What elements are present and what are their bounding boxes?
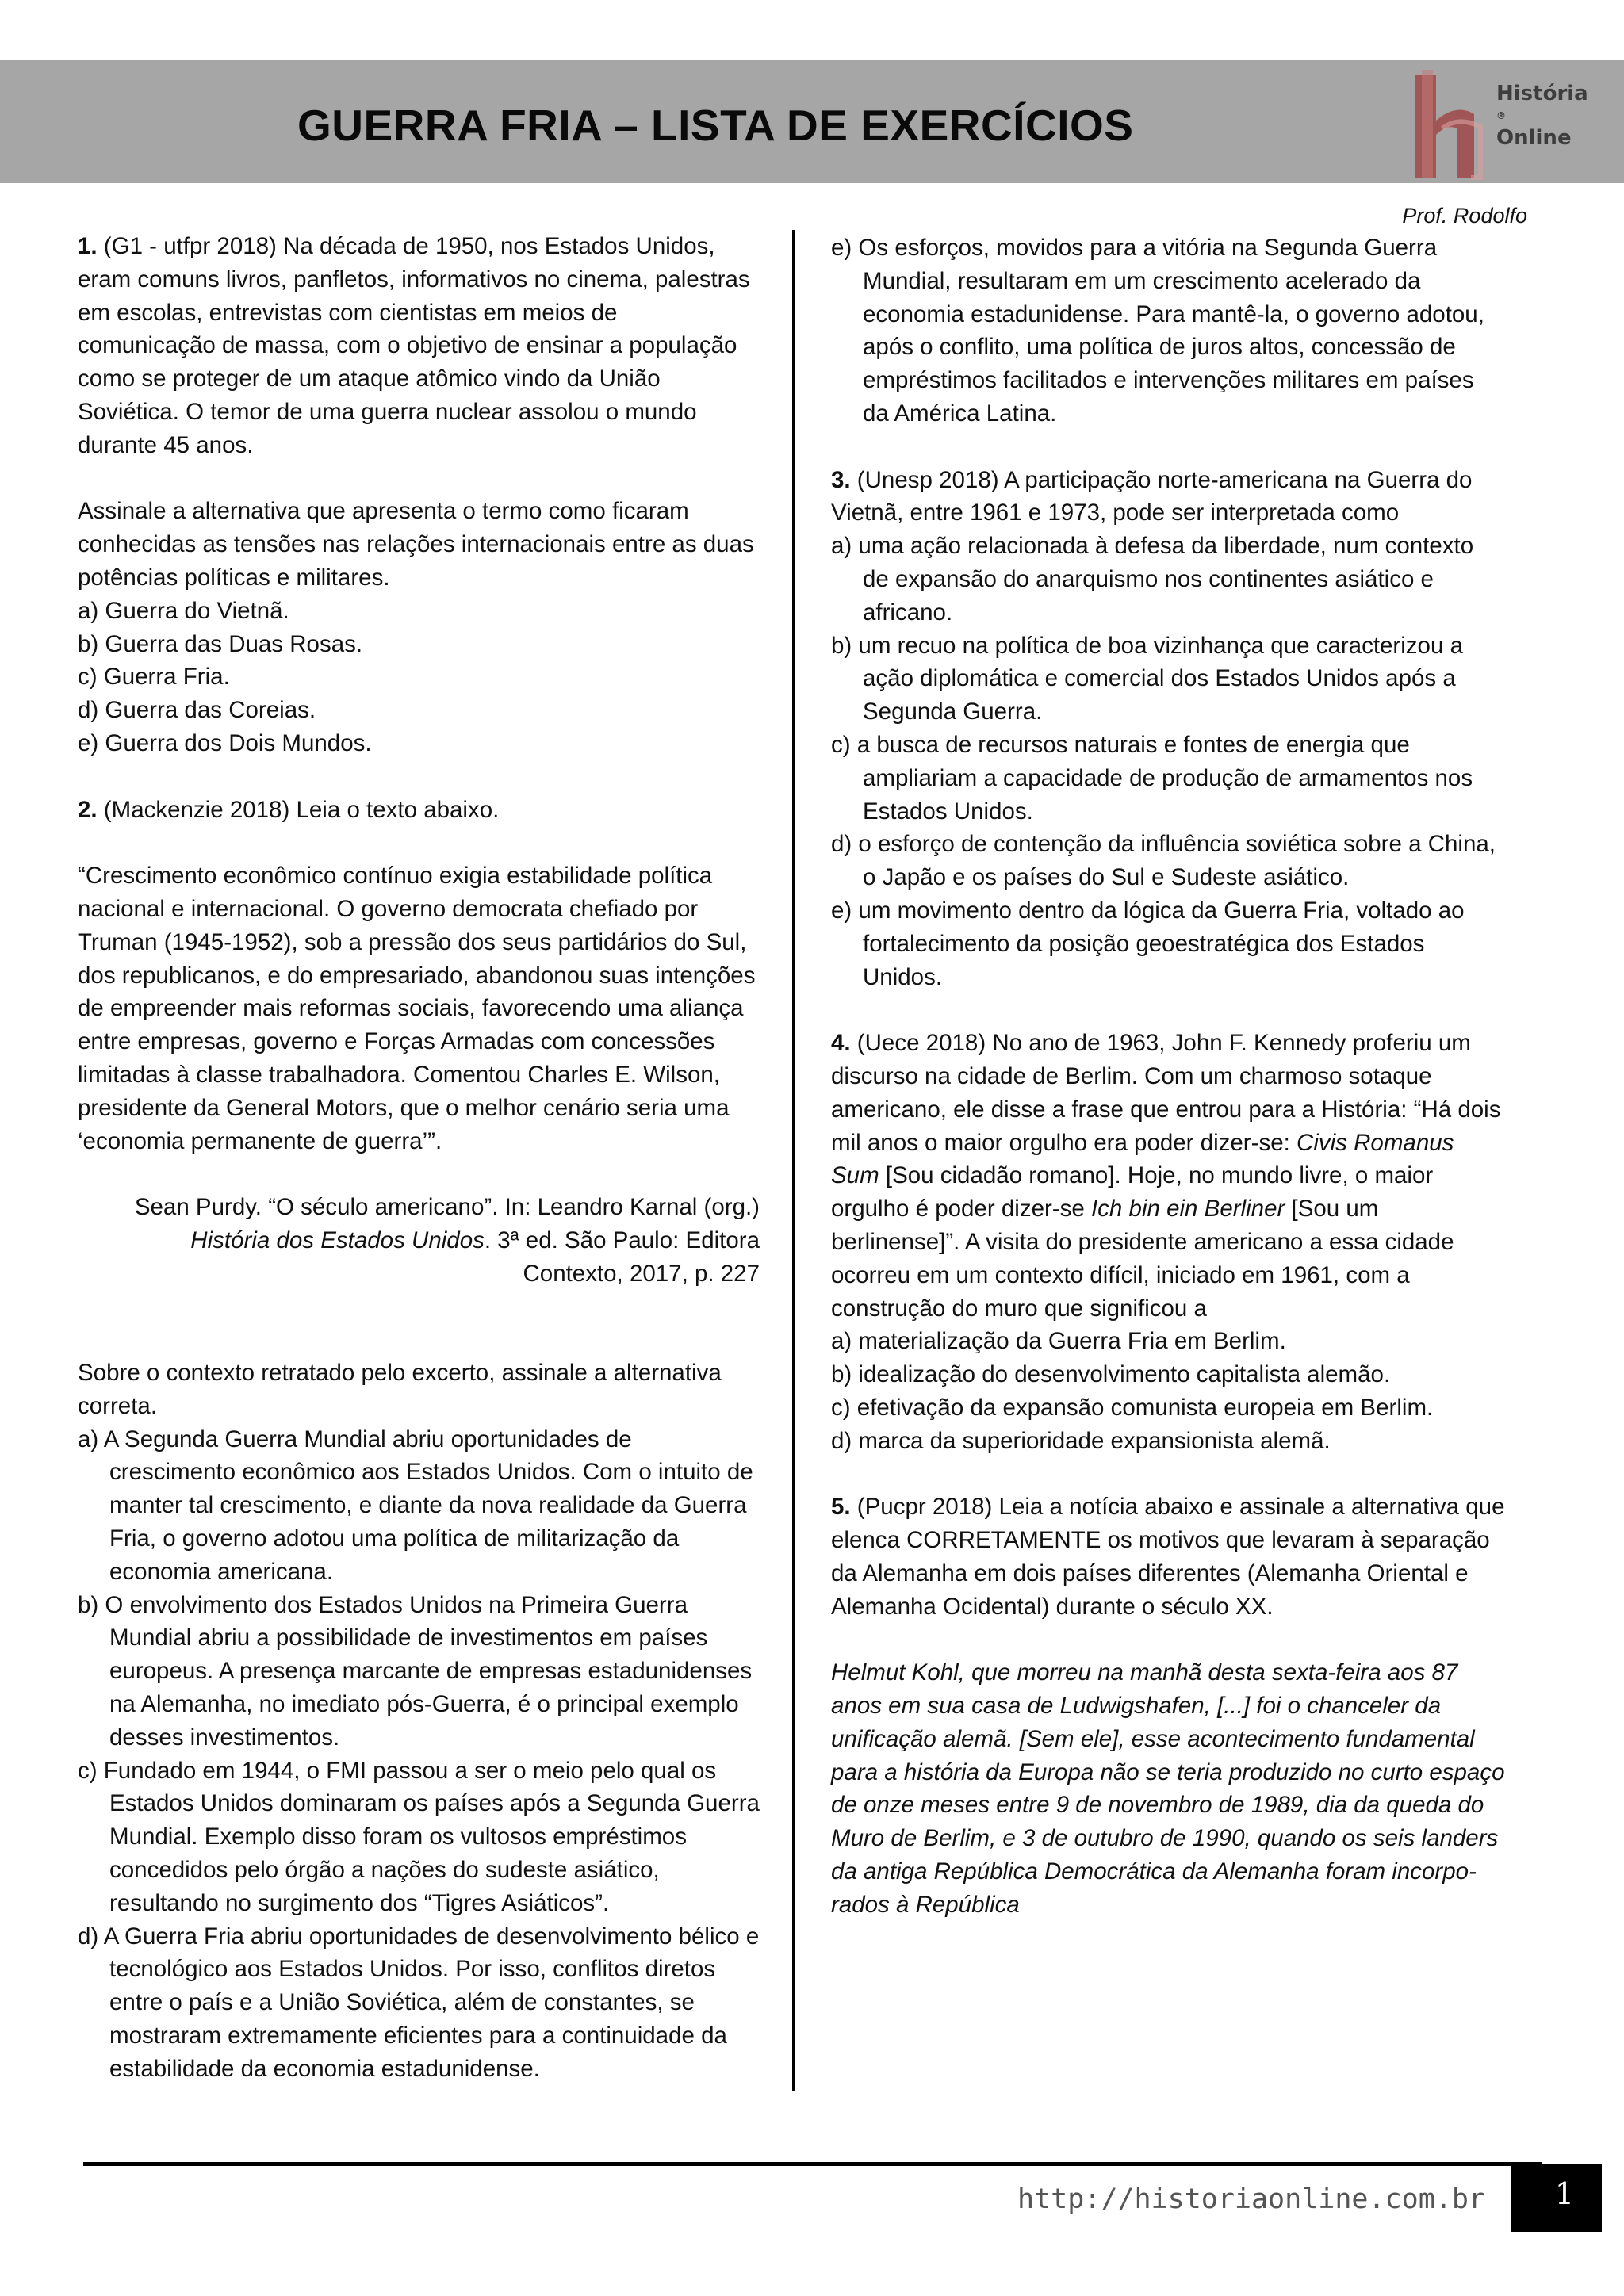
q1-option-b: b) Guerra das Duas Rosas. [78,630,363,657]
q5-stem-text: (Pucpr 2018) Leia a notícia abaixo e assinale a alternativa que elenca CORRETAMENTE os motivos que levaram à separação da Alemanha em dois países diferentes (Alemanha Oriental e Alemanha Ocidental) durante o século XX. [831,1494,1505,1620]
q4-stem-part2: [Sou cidadão romano]. Hoje, no mundo livre, o maior orgulho é poder dizer-se [831,1162,1434,1223]
logo-trademark: ® [1496,110,1506,121]
q2-source-book: História dos Estados Unidos [190,1226,485,1253]
q1-prompt: Assinale a alternativa que apresenta o termo como ficaram conhecidas as tensões nas relações internacionais entre as duas potências políticas e militares. [78,498,754,591]
right-column [831,232,1505,1922]
q3-option-a: a) uma ação relacionada à defesa da liberdade, num contexto de expansão do anarquismo nos continentes asiático e africano. [831,533,1474,626]
q2-source-line2 [78,1224,760,1257]
q4-latin-phrase: Civis Romanus Sum [831,1129,1454,1189]
q2-option-b: b) O envolvimento dos Estados Unidos na Primeira Guerra Mundial abriu a possibilidade de investimentos em países europeus. A presença marcante de empresas estadunidenses na Alemanha, no imediato pós-Guerra, é o principal exemplo desses investimentos. [78,1591,753,1751]
q1-number: 1. [78,233,98,259]
q4-option-b: b) idealização do desenvolvimento capitalista alemão. [831,1361,1391,1388]
q1-stem [78,230,760,462]
q5-quote-text: Helmut Kohl, que morreu na manhã desta sexta-feira aos 87 anos em sua casa de Ludwigshafen, [...] foi o chanceler da unificação alemã. [Sem ele], esse acontecimento fundamental para a história da Europa não se teria produzido no curto espaço de onze meses entre 9 de novembro de 1989, dia da queda do Muro de Berlim, e 3 de outubro de 1990, quando os seis landers da antiga República Democrática da Alemanha foram incorpo-rados à República [831,1659,1505,1918]
author-label: Prof. Rodolfo [1402,204,1527,228]
q1-option-e: e) Guerra dos Dois Mundos. [78,729,372,756]
logo-wordmark [1496,82,1588,149]
logo-line2: Online [1496,126,1572,150]
footer-rule [83,2162,1542,2166]
q5-stem [831,1490,1505,1623]
q2-option-c: c) Fundado em 1944, o FMI passou a ser o meio pelo qual os Estados Unidos dominaram os países após a Segunda Guerra Mundial. Exemplo disso foram os vultosos empréstimos concedidos pelo órgão a nações do sudeste asiático, resultando no surgimento dos “Tigres Asiáticos”. [78,1757,760,1916]
q3-option-b: b) um recuo na política de boa vizinhança que caracterizou a ação diplomática e comercial dos Estados Unidos após a Segunda Guerra. [831,632,1463,725]
historia-online-logo [1408,65,1598,184]
q2-quote: “Crescimento econômico contínuo exigia estabilidade política nacional e internacional. O governo democrata chefiado por Truman (1945-1952), sob a pressão dos seus partidários do Sul, dos republicanos, e do empresariado, abandonou suas intenções de empreender mais reformas sociais, favorecendo uma aliança entre empresas, governo e Forças Armadas com concessões limitadas à classe trabalhadora. Comentou Charles E. Wilson, presidente da General Motors, que o melhor cenário seria uma ‘economia permanente de guerra’”. [78,863,756,1154]
q4-option-a: a) materialização da Guerra Fria em Berlim. [831,1328,1286,1355]
q1-option-d: d) Guerra das Coreias. [78,697,316,724]
logo-h-icon [1408,65,1503,184]
q1-option-c: c) Guerra Fria. [78,664,230,691]
q2-stem-text: (Mackenzie 2018) Leia o texto abaixo. [97,796,500,823]
q3-option-e: e) um movimento dentro da lógica da Guerra Fria, voltado ao fortalecimento da posição geoestratégica dos Estados Unidos. [831,897,1465,990]
footer-url: http://historiaonline.com.br [1017,2183,1485,2215]
q4-stem [831,1027,1505,1325]
q2-source-edition: . 3ª ed. São Paulo: Editora [484,1226,760,1253]
q3-stem-text: (Unesp 2018) A participação norte-americana na Guerra do Vietnã, entre 1961 e 1973, pode ser interpretada como [831,466,1473,526]
q4-option-c: c) efetivação da expansão comunista europeia em Berlim. [831,1394,1434,1421]
q2-source-line1: Sean Purdy. “O século americano”. In: Leandro Karnal (org.) [134,1194,760,1221]
q2-prompt: Sobre o contexto retratado pelo excerto, assinale a alternativa correta. [78,1360,722,1419]
q4-german-phrase: Ich bin ein Berliner [1090,1196,1285,1223]
q3-stem [831,464,1505,530]
q3-option-c: c) a busca de recursos naturais e fontes de energia que ampliariam a capacidade de produção de armamentos nos Estados Unidos. [831,731,1473,825]
q4-stem-part1: (Uece 2018) No ano de 1963, John F. Kennedy proferiu um discurso na cidade de Berlim. Com um charmoso sotaque americano, ele disse a frase que entrou para a História: “Há dois mil anos o maior orgulho era poder dizer-se: [831,1030,1501,1156]
column-divider [792,230,795,2091]
q5-number: 5. [831,1494,851,1521]
left-column [78,230,760,2086]
q4-option-d: d) marca da superioridade expansionista alemã. [831,1427,1331,1454]
q2-stem [78,794,760,827]
page-title: GUERRA FRIA – LISTA DE EXERCÍCIOS [297,101,1134,150]
q3-option-d: d) o esforço de contenção da influência soviética sobre a China, o Japão e os países do Sul e Sudeste asiático. [831,831,1496,891]
q2-source-line3: Contexto, 2017, p. 227 [523,1260,760,1287]
logo-line1: História [1496,82,1588,105]
q1-option-a: a) Guerra do Vietnã. [78,597,289,624]
q2-option-d: d) A Guerra Fria abriu oportunidades de desenvolvimento bélico e tecnológico aos Estados Unidos. Por isso, conflitos diretos entre o país e a União Soviética, além de constantes, se mostraram extremamente eficientes para a continuidade da estabilidade da economia estadunidense. [78,1923,760,2082]
q1-stem-text: (G1 - utfpr 2018) Na década de 1950, nos Estados Unidos, eram comuns livros, panfletos, informativos no cinema, palestras em escolas, entrevistas com cientistas em meios de comunicação de massa, com o objetivo de ensinar a população como se proteger de um ataque atômico vindo da União Soviética. O temor de uma guerra nuclear assolou o mundo durante 45 anos. [78,233,750,458]
q4-stem-part3: [Sou um berlinense]”. A visita do presidente americano a essa cidade ocorreu em um contexto difícil, iniciado em 1961, com a construção do muro que significou a [831,1196,1454,1322]
q5-quote [831,1656,1505,1921]
q4-number: 4. [831,1030,851,1057]
q2-number: 2. [78,796,98,823]
page-number: 1 [1554,2176,1574,2211]
q3-number: 3. [831,466,851,493]
q2-option-e: e) Os esforços, movidos para a vitória na Segunda Guerra Mundial, resultaram em um crescimento acelerado da economia estadunidense. Para mantê-la, o governo adotou, após o conflito, uma política de juros altos, concessão de empréstimos facilitados e intervenções militares em países da América Latina. [831,235,1484,427]
q2-option-a: a) A Segunda Guerra Mundial abriu oportunidades de crescimento econômico aos Estados Unidos. Com o intuito de manter tal crescimento, e diante da nova realidade da Guerra Fria, o governo adotou uma política de militarização da economia americana. [78,1425,753,1585]
